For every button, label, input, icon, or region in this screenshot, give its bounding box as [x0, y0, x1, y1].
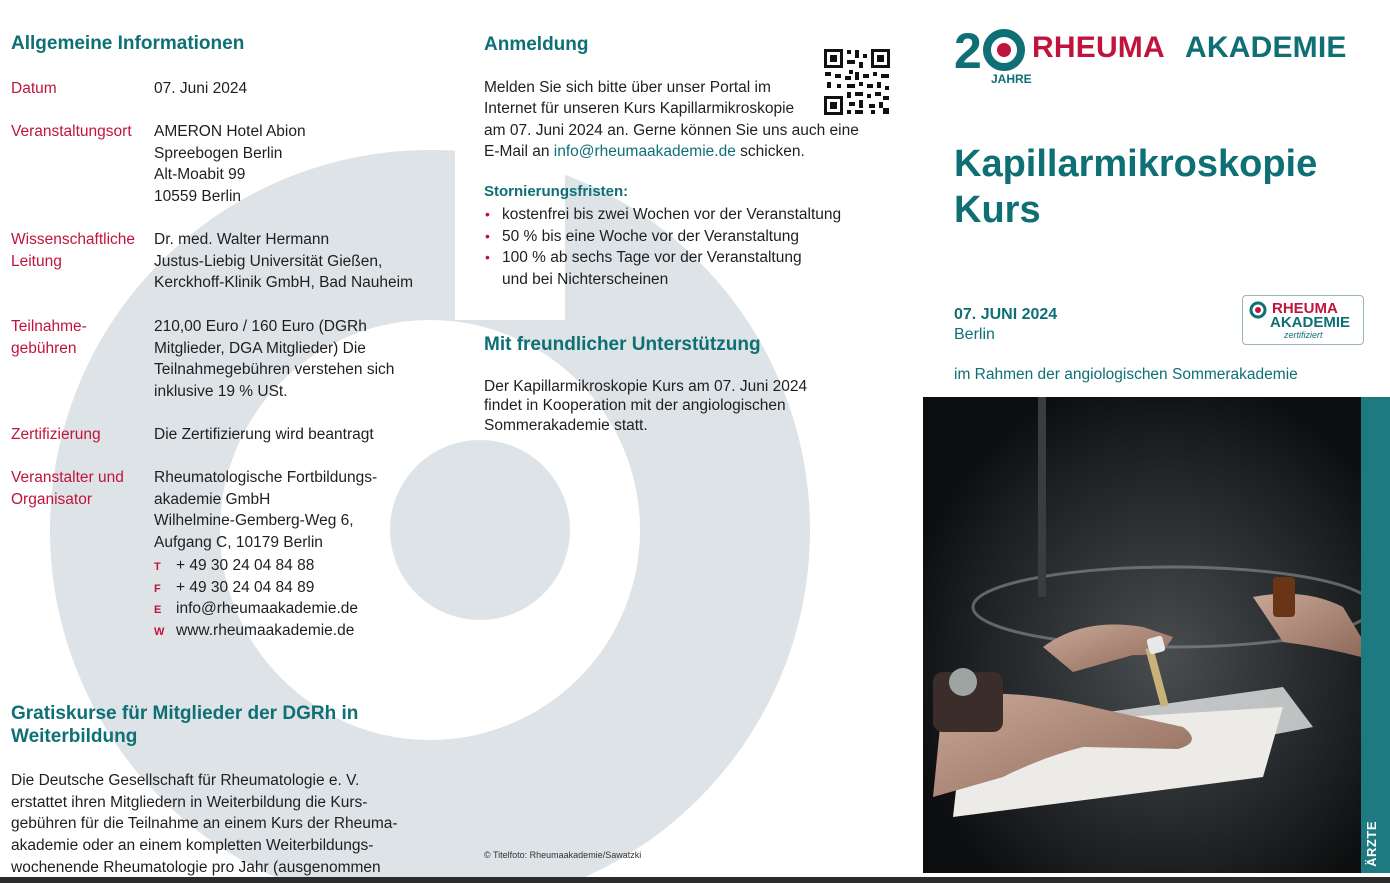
gratis-text-line: Die Deutsche Gesellschaft für Rheumatologie e. V. [11, 772, 360, 789]
info-value-line: Alt-Moabit 99 [154, 166, 246, 184]
info-label [11, 316, 87, 360]
logo-jahre: JAHRE [991, 72, 1032, 86]
logo-rheuma: RHEUMA [1032, 31, 1165, 64]
support-heading: Mit freundlicher Unterstützung [484, 334, 761, 355]
email-link[interactable]: info@rheumaakademie.de [553, 143, 736, 161]
contact-key: E [154, 604, 162, 617]
info-label-line: gebühren [11, 340, 77, 357]
info-value-line: Die Zertifizierung wird beantragt [154, 426, 374, 443]
storno-heading: Stornierungsfristen: [484, 183, 629, 200]
info-label [11, 424, 101, 446]
contact-value[interactable]: info@rheumaakademie.de [176, 600, 359, 618]
anmeldung-line: am 07. Juni 2024 an. Gerne können Sie uns auch eine [484, 121, 859, 139]
anmeldung-line: Internet für unseren Kurs Kapillarmikroskopie [484, 100, 795, 118]
badge-sub: zertifiziert [1284, 330, 1323, 340]
storno-item: • kostenfrei bis zwei Wochen vor der Veranstaltung [484, 204, 841, 226]
contact-list [154, 555, 358, 642]
info-value-line: AMERON Hotel Abion [154, 123, 306, 140]
general-info-heading: Allgemeine Informationen [11, 33, 245, 54]
cover-date: 07. JUNI 2024 [954, 306, 1058, 323]
info-value-line: inklusive 19 % USt. [154, 382, 288, 400]
storno-item [484, 247, 841, 290]
storno-item-line: und bei Nichterscheinen [502, 270, 669, 288]
cover-photo-illustration [923, 397, 1361, 873]
logo-ring-icon [982, 28, 1026, 72]
info-value-line: Spreebogen Berlin [154, 144, 283, 162]
gratis-text-line: wochenende Rheumatologie pro Jahr (ausgenommen [11, 858, 381, 876]
audience-label: ÄRZTE [1364, 821, 1379, 867]
info-value [154, 121, 306, 207]
info-label [11, 467, 124, 511]
anmeldung-email-line [484, 141, 859, 162]
contact-row [154, 598, 358, 620]
info-value-line: 210,00 Euro / 160 Euro (DGRh [154, 318, 367, 335]
info-value [154, 229, 413, 294]
gratis-heading [11, 703, 358, 748]
info-label [11, 121, 132, 143]
info-label-line: Organisator [11, 491, 92, 508]
email-prefix: E-Mail an [484, 143, 550, 161]
info-label-line: Zertifizierung [11, 426, 101, 443]
info-value-line: Aufgang C, 10179 Berlin [154, 533, 323, 551]
info-value [154, 424, 374, 446]
gratis-text-line: akademie oder an einem kompletten Weiterbildungs- [11, 837, 374, 855]
badge-ring-icon [1249, 301, 1267, 319]
gratis-text [11, 770, 398, 879]
contact-row [154, 555, 358, 577]
gratis-heading-line: Weiterbildung [11, 725, 138, 747]
info-value-line: Rheumatologische Fortbildungs- [154, 469, 378, 486]
rheumaakademie-logo[interactable] [954, 23, 1364, 89]
certified-badge [1242, 295, 1364, 345]
storno-item: • 50 % bis eine Woche vor der Veranstaltung [484, 226, 841, 248]
anmeldung-heading: Anmeldung [484, 34, 589, 55]
badge-rheuma: RHEUMA [1272, 300, 1338, 317]
info-label [11, 229, 135, 273]
info-label-line: Teilnahme- [11, 318, 87, 335]
gratis-text-line: erstattet ihren Mitgliedern in Weiterbildung die Kurs- [11, 793, 368, 811]
contact-key: F [154, 582, 161, 595]
storno-list [484, 204, 841, 290]
contact-row [154, 577, 358, 599]
photo-credit: © Titelfoto: Rheumaakademie/Sawatzki [484, 850, 642, 860]
cover-title-line: Kapillarmikroskopie [954, 143, 1318, 185]
logo-akademie: AKADEMIE [1185, 31, 1347, 64]
info-value-line: Justus-Liebig Universität Gießen, [154, 252, 383, 270]
info-value-line: Wilhelmine-Gemberg-Weg 6, [154, 512, 354, 530]
info-value-line: Teilnahmegebühren verstehen sich [154, 361, 395, 379]
info-value-line: Mitglieder, DGA Mitglieder) Die [154, 339, 366, 357]
info-value-line: 10559 Berlin [154, 187, 242, 205]
contact-key: T [154, 561, 161, 573]
gratis-heading-line: Gratiskurse für Mitglieder der DGRh in [11, 703, 359, 724]
contact-key: W [154, 626, 165, 639]
cover-title-line: Kurs [954, 189, 1041, 231]
cover-photo [923, 397, 1361, 873]
info-label-line: Wissenschaftliche [11, 231, 136, 248]
support-line: Sommerakademie statt. [484, 416, 648, 434]
info-label-line: Veranstaltungsort [11, 123, 132, 140]
support-line: findet in Kooperation mit der angiologischen [484, 397, 786, 415]
info-label-line: Veranstalter und [11, 469, 124, 486]
badge-akademie: AKADEMIE [1270, 314, 1351, 331]
info-label-line: Leitung [11, 253, 62, 270]
info-label [11, 78, 57, 100]
info-value-line: Dr. med. Walter Hermann [154, 231, 330, 248]
info-label-line: Datum [11, 80, 57, 97]
audience-stripe [1361, 397, 1390, 873]
cover-context: im Rahmen der angiologischen Sommerakademie [954, 366, 1298, 383]
info-value [154, 78, 247, 100]
contact-value: + 49 30 24 04 84 88 [176, 557, 315, 574]
bottom-border [0, 877, 1390, 883]
cover-title [954, 141, 1317, 233]
info-value [154, 467, 377, 553]
email-suffix: schicken. [740, 143, 805, 161]
support-line: Der Kapillarmikroskopie Kurs am 07. Juni 2024 [484, 378, 808, 395]
contact-value: + 49 30 24 04 84 89 [176, 578, 315, 596]
contact-row [154, 620, 358, 642]
logo-number-two: 2 [954, 23, 982, 79]
anmeldung-text [484, 77, 859, 163]
info-value-line: akademie GmbH [154, 490, 271, 508]
info-value-line: Kerckhoff-Klinik GmbH, Bad Nauheim [154, 274, 414, 292]
gratis-text-line: gebühren für die Teilnahme an einem Kurs der Rheuma- [11, 815, 398, 833]
storno-item-line: • 100 % ab sechs Tage vor der Veranstaltung [502, 249, 802, 267]
anmeldung-line: Melden Sie sich bitte über unser Portal im [484, 79, 771, 96]
cover-city: Berlin [954, 326, 995, 343]
info-value-line: 07. Juni 2024 [154, 80, 248, 97]
info-value [154, 316, 394, 402]
support-text [484, 377, 807, 435]
contact-value[interactable]: www.rheumaakademie.de [176, 622, 355, 640]
